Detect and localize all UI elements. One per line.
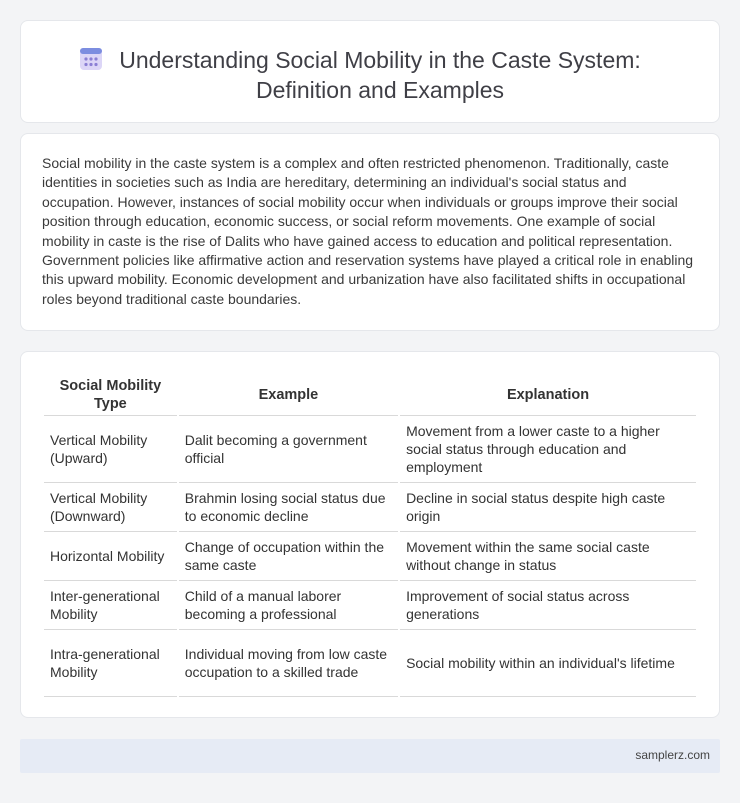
header-type: Social Mobility Type — [44, 374, 177, 416]
cell-explanation: Social mobility within an individual's lifetime — [400, 630, 696, 697]
cell-explanation: Movement from a lower caste to a higher social status through education and employment — [400, 416, 696, 483]
mobility-table — [42, 374, 698, 697]
header-example: Example — [179, 374, 398, 416]
cell-example: Individual moving from low caste occupation to a skilled trade — [179, 630, 398, 697]
table-row — [44, 483, 696, 532]
title-card — [20, 20, 720, 123]
cell-explanation: Movement within the same social caste without change in status — [400, 532, 696, 581]
table-card — [20, 351, 720, 718]
table-row — [44, 532, 696, 581]
cell-type: Vertical Mobility (Downward) — [44, 483, 177, 532]
cell-example: Child of a manual laborer becoming a professional — [179, 581, 398, 630]
header-explanation: Explanation — [400, 374, 696, 416]
cell-type: Horizontal Mobility — [44, 532, 177, 581]
footer-site-link[interactable]: samplerz.com — [635, 748, 710, 762]
intro-paragraph: Social mobility in the caste system is a complex and often restricted phenomenon. Traditionally, caste identities in societies such as India are hereditary, determining an individual's social status and occupation. However, instances of social mobility occur when individuals or groups improve their social position through education, economic success, or social reform movements. One example of social mobility in caste is the rise of Dalits who have gained access to education and political representation. Government policies like affirmative action and reservation systems have played a critical role in enabling this upward mobility. Economic development and urbanization have also facilitated shifts in occupational roles beyond traditional caste boundaries. — [42, 155, 694, 307]
footer-bar — [20, 739, 720, 773]
intro-card — [20, 133, 720, 331]
table-row — [44, 581, 696, 630]
cell-type: Inter-generational Mobility — [44, 581, 177, 630]
table-header-row — [44, 374, 696, 416]
table-row — [44, 416, 696, 483]
cell-type: Intra-generational Mobility — [44, 630, 177, 697]
cell-explanation: Improvement of social status across generations — [400, 581, 696, 630]
page-title: Understanding Social Mobility in the Caste System: Definition and Examples — [119, 47, 641, 103]
table-row — [44, 630, 696, 697]
cell-example: Brahmin losing social status due to economic decline — [179, 483, 398, 532]
cell-example: Dalit becoming a government official — [179, 416, 398, 483]
cell-explanation: Decline in social status despite high caste origin — [400, 483, 696, 532]
cell-example: Change of occupation within the same caste — [179, 532, 398, 581]
cell-type: Vertical Mobility (Upward) — [44, 416, 177, 483]
